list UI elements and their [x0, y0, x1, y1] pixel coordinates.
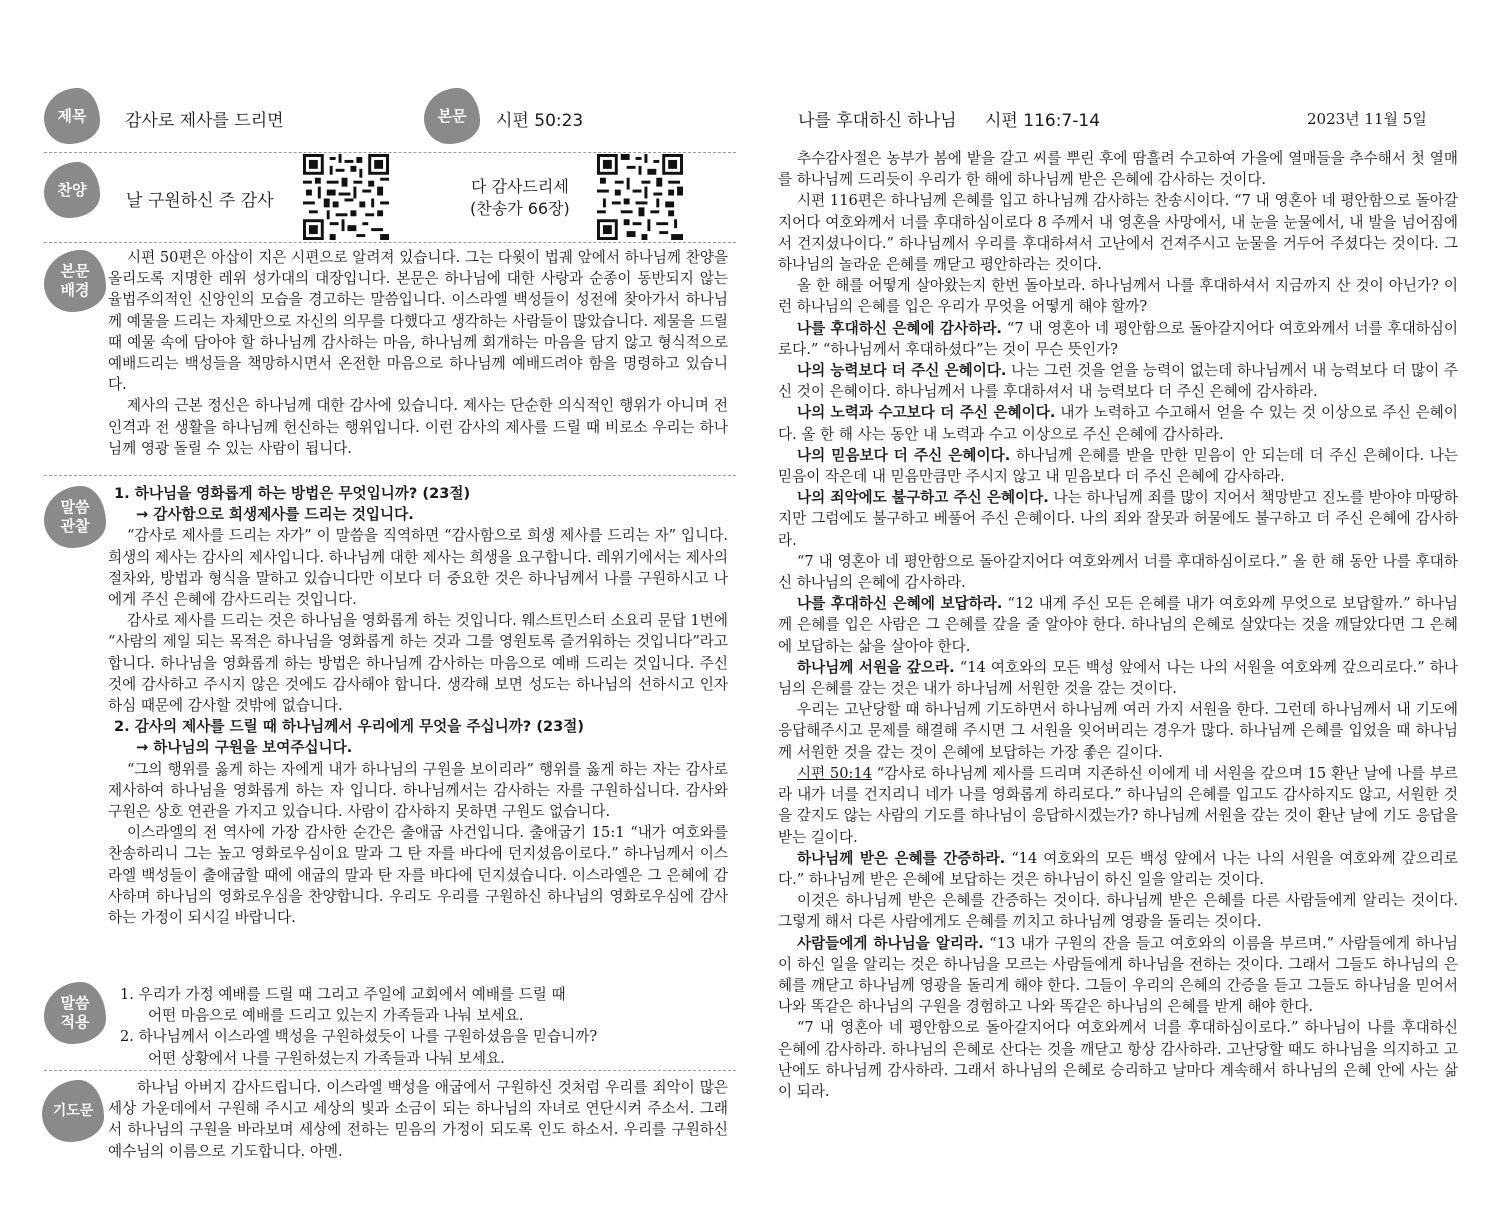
point-text: “13 내가 구원의 잔을 들고 여호와의 이름을 부르며.” 사람들에게 하나님이 하신 일을 알리는 것은 하나님을 모르는 사람들에게 하나님을 전하는 것이다. 그래서 그들도 하나님의 은혜를 깨닫고 하나님께 영광을 돌리게 해야 한다. 그들이 우리의 은혜의 간증을 듣고 그들도 하나님을 믿어서 나와 똑같은 하나님의 구원을 경험하고 나와 똑같은 하나님의 은혜를 받게 해야 한다. [778, 934, 1458, 1016]
point-text: 하나님께 은혜를 받을 만한 믿음이 안 되는데 더 주신 은혜이다. 나는 믿음이 작은데 내 믿음만큼만 주시지 않고 내 믿음보다 더 주신 은혜에 감사하라. [778, 446, 1458, 486]
sermon-paragraph [778, 360, 1458, 402]
sermon-paragraph [778, 763, 1458, 848]
qr-code-icon[interactable] [597, 154, 683, 240]
sermon-paragraph: 이것은 하나님께 받은 은혜를 간증하는 것이다. 하나님께 받은 은혜를 다른 사람들에게 알리는 것이다. 그렇게 해서 다른 사람에게도 은혜를 끼치고 하나님께 영광을 돌리는 것이다. [778, 892, 1458, 931]
point-text: 나는 그런 것을 얻을 능력이 없는데 하나님께서 내 능력보다 더 많이 주신 것이 은혜이다. 하나님께서 나를 후대하셔서 내 능력보다 더 주신 은혜에 감사하라. [778, 362, 1458, 401]
sermon-paragraph [778, 933, 1458, 1018]
sermon-paragraph: 시편 116편은 하나님께 은혜를 입고 하나님께 감사하는 찬송시이다. “7 내 영혼아 네 평안함으로 돌아갈지어다 여호와께서 너를 후대하심이로다 8 주께서 내 영혼을 사망에서, 내 눈을 눈물에서, 내 발을 넘어짐에서 건지셨나이다.” 하나님께서 우리를 후대하셔서 고난에서 건져주시고 눈물을 거두어 주셨다는 것이다. 그 하나님의 놀라운 은혜를 깨닫고 평안하라는 것이다. [778, 192, 1459, 274]
sermon-paragraph [778, 402, 1458, 444]
observation-paragraph-2: 감사로 제사를 드리는 것은 하나님을 영화롭게 하는 것입니다. 웨스트민스터 소요리 문답 1번에 “사람의 제일 되는 목적은 하나님을 영화롭게 하는 것과 그를 영원토록 즐거워하는 것입니다”라고 합니다. 하나님을 영화롭게 하는 방법은 하나님께 감사하는 마음으로 예배 드리는 것입니다. 주신 것에 감사하고 주시지 않은 것에도 감사해야 합니다. 생각해 보면 성도는 하나님의 선하시고 인자하심 때문에 감사할 것밖에 없습니다. [108, 612, 728, 715]
point-heading: 나의 죄악에도 불구하고 주신 은혜이다. [796, 489, 1049, 507]
application-1-line-1: 1. 우리가 가정 예배를 드릴 때 그리고 주일에 교회에서 예배를 드릴 때 [120, 986, 566, 1003]
background-paragraph-2: 제사의 근본 정신은 하나님께 대한 감사에 있습니다. 제사는 단순한 의식적인 행위가 아니며 전인격과 전 생활을 하나님께 헌신하는 행위입니다. 이런 감사의 제사를 드릴 때 비로소 우리는 하나님께 영광 돌릴 수 있는 사람이 됩니다. [108, 397, 728, 457]
divider [44, 1070, 736, 1071]
background-paragraph-1: 시편 50편은 아삽이 지은 시편으로 알려져 있습니다. 그는 다윗이 법궤 앞에서 하나님께 찬양을 올리도록 지명한 레위 성가대의 대장입니다. 본문은 하나님에 대한 사랑과 순종이 동반되지 않는 율법주의적인 신앙인의 모습을 경고하는 말씀입니다. 이스라엘 백성들이 성전에 찾아가서 하나님께 예물을 드리는 자체만으로 자신의 의무를 다했다고 생각하는 사람들이 많았습니다. 제물을 드릴 때 예물 속에 담아야 할 하나님께 감사하는 마음, 하나님께 회개하는 마음을 담지 않고 형식적으로 예배드리는 백성들을 책망하시면서 온전한 마음으로 하나님께 예배드려야 함을 명령하고 있습니다. [108, 249, 728, 394]
text-badge: 본문 [424, 88, 480, 144]
application-badge-l2: 적용 [60, 1013, 90, 1031]
background-badge-l1: 본문 [60, 262, 90, 280]
divider [44, 475, 736, 476]
point-text: “14 여호와의 모든 백성 앞에서 나는 나의 서원을 여호와께 갚으리로다.” 하나님의 은혜를 갚는 것은 내가 하나님께 서원한 것을 갚는 것이다. [778, 658, 1458, 698]
observation-paragraph-3: “그의 행위를 옳게 하는 자에게 내가 하나님의 구원을 보이리라” 행위를 옳게 하는 자는 감사로 제사하여 하나님을 영화롭게 하는 자 입니다. 하나님께서는 감사하는 자를 구원하십니다. 감사와 구원은 상호 연관을 가지고 있습니다. 사람이 감사하지 못하면 구원도 없습니다. [108, 760, 728, 821]
point-text: “14 여호와의 모든 백성 앞에서 나는 나의 서원을 여호와께 갚으리로다.” 하나님께 받은 은혜에 보답하는 것은 하나님이 하신 일을 알리는 것이다. [778, 849, 1458, 888]
sermon-paragraph [778, 445, 1458, 487]
question-1: 1. 하나님을 영화롭게 하는 방법은 무엇입니까? (23절) [114, 485, 471, 502]
answer-2: → 하나님의 구원을 보여주십니다. [136, 739, 353, 757]
prayer-text: 하나님 아버지 감사드립니다. 이스라엘 백성을 애굽에서 구원하신 것처럼 우리를 죄악이 많은 세상 가운데에서 구원해 주시고 세상의 빛과 소금이 되는 하나님의 자녀로 연단시켜 주소서. 그래서 하나님의 구원을 바라보며 세상에 전하는 믿음의 가정이 되도록 인도 하소서. 우리를 구원하신 예수님의 이름으로 기도합니다. 아멘. [108, 1079, 728, 1160]
observation-section [108, 483, 728, 928]
point-heading: 나를 후대하신 은혜에 감사하라. [796, 319, 1002, 337]
sermon-paragraph: “7 내 영혼아 네 평안함으로 돌아갈지어다 여호와께서 너를 후대하심이로다.” 올 한 해 동안 나를 후대하신 하나님의 은혜에 감사하라. [778, 552, 1458, 592]
prayer-badge: 기도문 [42, 1080, 104, 1142]
point-heading: 나를 후대하신 은혜에 보답하라. [796, 595, 1003, 613]
observation-badge-l2: 관찰 [60, 517, 90, 535]
observation-paragraph-1: “감사로 제사를 드리는 자가” 이 말씀을 직역하면 “감사함으로 희생 제사를 드리는 자” 입니다. 희생의 제사는 감사의 제사입니다. 하나님께 대한 제사는 희생을 요구합니다. 레위기에서는 제사의 절차와, 방법과 형식을 말하고 있습니다만 이보다 더 중요한 것은 하나님께서 나를 구원하시고 나에게 주신 은혜에 감사드리는 것입니다. [108, 527, 728, 609]
sermon-paragraph: 우리는 고난당할 때 하나님께 기도하면서 하나님께 여러 가지 서원을 한다. 그런데 하나님께서 내 기도에 응답해주시고 문제를 해결해 주시면 그 서원을 잊어버리는 경우가 많다. 하나님께 은혜를 입었을 때 하나님께 서원한 것을 갚는 것이 은혜에 보답하는 가장 좋은 길이다. [778, 701, 1458, 761]
observation-paragraph-4: 이스라엘의 전 역사에 가장 감사한 순간은 출애굽 사건입니다. 출애굽기 15:1 “내가 여호와를 찬송하리니 그는 높고 영화로우심이요 말과 그 탄 자를 바다에 던지셨음이로다.” 하나님께서 이스라엘 백성들이 출애굽할 때에 애굽의 말과 탄 자를 바다에 던지셨습니다. 이스라엘은 그 은혜에 감사하며 하나님의 영화로우심을 찬양합니다. 우리도 우리를 구원하신 하나님의 영화로우심에 감사하는 가정이 되시길 바랍니다. [108, 824, 728, 927]
divider [44, 242, 736, 243]
sermon-title: 나를 후대하신 하나님 [798, 111, 957, 131]
sermon-paragraph: “7 내 영혼아 네 평안함으로 돌아갈지어다 여호와께서 너를 후대하심이로다.” 하나님이 나를 후대하신 은혜에 감사하라. 하나님의 은혜로 산다는 것을 깨닫고 항상 감사하라. 고난당할 때도 하나님을 의지하고 고난에도 하나님께 감사하라. 그래서 하나님의 은혜로 승리하고 날마다 계속해서 하나님의 은혜 안에 사는 삶이 되라. [778, 1019, 1458, 1100]
observation-badge [44, 486, 106, 548]
hymn-1: 날 구원하신 주 감사 [126, 191, 274, 211]
hymn-2-title: 다 감사드리세 [470, 177, 569, 196]
hymn-badge: 찬양 [44, 162, 100, 218]
point-heading: 나의 믿음보다 더 주신 은혜이다. [796, 446, 1011, 464]
answer-1: → 감사함으로 희생제사를 드리는 것입니다. [136, 506, 414, 524]
observation-badge-l1: 말씀 [60, 498, 90, 516]
application-badge [44, 982, 106, 1044]
point-heading: 사람들에게 하나님을 알리라. [796, 934, 984, 952]
hymn-2 [470, 176, 570, 220]
point-text: “감사로 하나님께 제사를 드리며 지존하신 이에게 네 서원을 갚으며 15 환난 날에 나를 부르라 내가 너를 건지리니 네가 나를 영화롭게 하리로다.” 하나님의 은혜를 입고도 감사하지도 않고, 서원한 것을 갚지도 않는 사람의 기도를 하나님이 응답하시겠는가? 하나님께 서원을 갚는 것이 환난 날에 기도 응답을 받는 길이다. [778, 764, 1458, 846]
divider [44, 152, 736, 153]
background-badge [44, 250, 106, 312]
application-section [120, 984, 720, 1069]
point-text: 내가 노력하고 수고해서 얻을 수 있는 것 이상으로 주신 은혜이다. 올 한 해 사는 동안 내 노력과 수고 이상으로 주신 은혜에 감사하라. [778, 404, 1458, 443]
prayer-section [108, 1077, 728, 1162]
application-1-line-2: 어떤 마음으로 예배를 드리고 있는지 가족들과 나눠 보세요. [148, 1007, 524, 1025]
point-text: “12 내게 주신 모든 은혜를 내가 여호와께 무엇으로 보답할까.” 하나님께 은혜를 입은 사람은 그 은혜를 갚을 줄 알아야 한다. 하나님의 은혜로 살았다는 것을 깨달았다면 그 은혜에 보답하는 삶을 살아야 한다. [778, 595, 1458, 655]
point-heading: 나의 노력과 수고보다 더 주신 은혜이다. [796, 404, 1056, 422]
point-text: “7 내 영혼아 네 평안함으로 돌아갈지어다 여호와께서 너를 후대하심이로다.” “하나님께서 후대하셨다”는 것이 무슨 뜻인가? [778, 319, 1459, 358]
application-2-line-1: 2. 하나님께서 이스라엘 백성을 구원하셨듯이 나를 구원하셨음을 믿습니까? [120, 1028, 598, 1046]
text-ref: 시편 50:23 [496, 111, 584, 131]
sermon-title-left: 감사로 제사를 드리면 [125, 111, 284, 131]
application-2-line-2: 어떤 상황에서 나를 구원하셨는지 가족들과 나눠 보세요. [148, 1049, 505, 1067]
point-heading: 나의 능력보다 더 주신 은혜이다. [796, 362, 1007, 380]
sermon-paragraph [778, 487, 1458, 551]
point-text: 나는 하나님께 죄를 많이 지어서 책망받고 진노를 받아야 마땅하지만 그럼에도 불구하고 베풀어 주신 은혜이다. 나의 죄와 잘못과 허물에도 불구하고 더 주신 은혜에 감사하라. [778, 489, 1458, 549]
background-section [108, 247, 728, 459]
sermon-paragraph: 추수감사절은 농부가 봄에 밭을 갈고 씨를 뿌린 후에 땀흘려 수고하여 가을에 열매들을 추수해서 첫 열매를 하나님께 드리듯이 우리가 한 해에 하나님께 받은 은혜에 감사하는 것이다. [778, 150, 1458, 189]
sermon-date: 2023년 11월 5일 [1307, 110, 1427, 128]
sermon-body [778, 148, 1458, 1102]
point-heading: 하나님께 서원을 갚으라. [796, 658, 955, 676]
scripture-ref: 시편 50:14 [796, 764, 872, 782]
title-badge: 제목 [44, 88, 100, 144]
background-badge-l2: 배경 [60, 281, 90, 299]
hymn-2-number: (찬송가 66장) [470, 199, 570, 218]
point-heading: 하나님께 받은 은혜를 간증하라. [796, 849, 1006, 867]
sermon-paragraph: 올 한 해를 어떻게 살아왔는지 한번 돌아보라. 하나님께서 나를 후대하셔서 지금까지 산 것이 아닌가? 이런 하나님의 은혜를 입은 우리가 무엇을 어떻게 해야 할까? [778, 277, 1458, 316]
sermon-ref: 시편 116:7-14 [985, 111, 1101, 131]
sermon-paragraph [778, 848, 1458, 890]
sermon-paragraph [778, 593, 1458, 657]
sermon-paragraph [778, 657, 1458, 699]
sermon-paragraph [778, 318, 1458, 360]
question-2: 2. 감사의 제사를 드릴 때 하나님께서 우리에게 무엇을 주십니까? (23절) [114, 718, 585, 736]
qr-code-icon[interactable] [303, 154, 389, 240]
application-badge-l1: 말씀 [60, 994, 90, 1012]
